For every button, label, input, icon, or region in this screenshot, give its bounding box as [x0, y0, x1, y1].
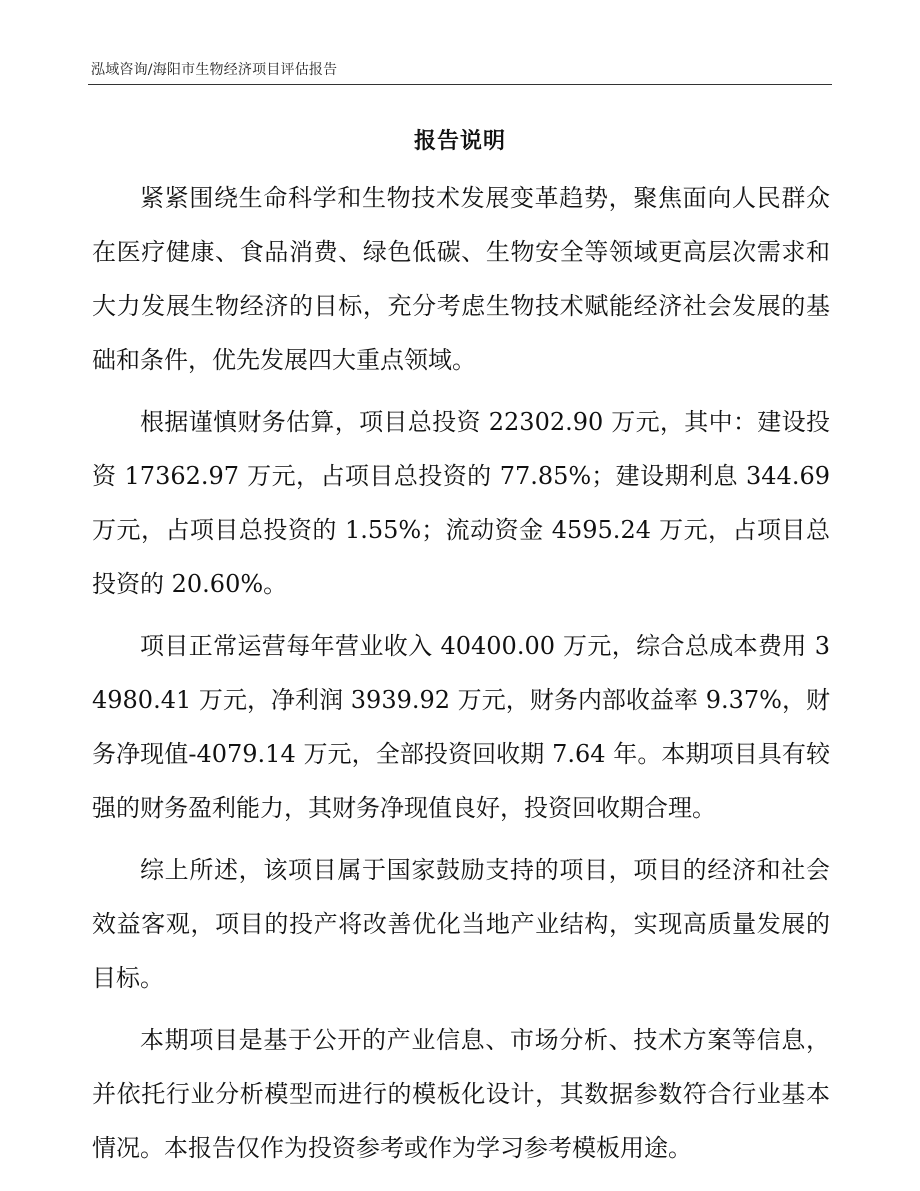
header-divider: [88, 84, 832, 85]
paragraph-intro: 紧紧围绕生命科学和生物技术发展变革趋势，聚焦面向人民群众在医疗健康、食品消费、绿色低碳、生物安全等领域更高层次需求和大力发展生物经济的目标，充分考虑生物技术赋能经济社会发展的基础和条件，优先发展四大重点领域。: [92, 184, 830, 374]
document-title: 报告说明: [413, 128, 506, 154]
paragraph-summary: 综上所述，该项目属于国家鼓励支持的项目，项目的经济和社会效益客观，项目的投产将改善优化当地产业结构，实现高质量发展的目标。: [92, 856, 830, 992]
header-text: 泓域咨询/海阳市生物经济项目评估报告: [91, 62, 338, 78]
paragraph-investment: 根据谨慎财务估算，项目总投资 22302.90 万元，其中：建设投资 17362.97 万元，占项目总投资的 77.85%；建设期利息 344.69 万元，占项目总投资的 1.55%；流动资金 4595.24 万元，占项目总投资的 20.60%。: [92, 408, 830, 598]
paragraph-disclaimer: 本期项目是基于公开的产业信息、市场分析、技术方案等信息，并依托行业分析模型而进行的模板化设计，其数据参数符合行业基本情况。本报告仅作为投资参考或作为学习参考模板用途。: [92, 1026, 830, 1162]
paragraph-financials: 项目正常运营每年营业收入 40400.00 万元，综合总成本费用 34980.41 万元，净利润 3939.92 万元，财务内部收益率 9.37%，财务净现值-4079.14 万元，全部投资回收期 7.64 年。本期项目具有较强的财务盈利能力，其财务净现值良好，投资回收期合理。: [92, 632, 830, 822]
document-body: [92, 171, 830, 1183]
